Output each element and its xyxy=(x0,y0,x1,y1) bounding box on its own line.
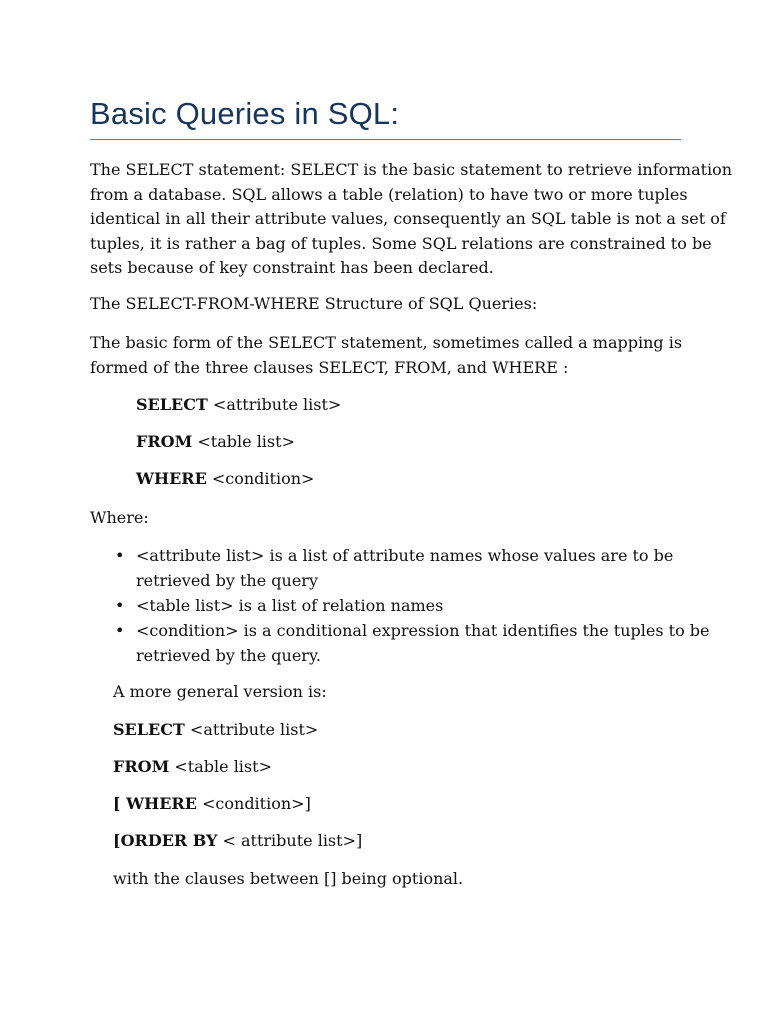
select-argument: <attribute list> xyxy=(207,395,342,414)
basic-where-clause xyxy=(136,469,314,488)
general-version-label: A more general version is: xyxy=(113,682,327,701)
where-keyword: WHERE xyxy=(126,794,197,813)
bullet-icon: • xyxy=(115,546,125,565)
title-divider xyxy=(90,139,681,140)
list-item-line: <table list> is a list of relation names xyxy=(136,596,444,615)
intro-line: from a database. SQL allows a table (relation) to have two or more tuples xyxy=(90,184,688,204)
where-argument: <condition> xyxy=(206,469,315,488)
bullet-icon: • xyxy=(115,621,125,640)
basic-form-line: formed of the three clauses SELECT, FROM, and WHERE : xyxy=(90,357,569,377)
general-select-clause xyxy=(113,720,318,739)
general-order-by-clause xyxy=(113,831,362,850)
intro-line: The SELECT statement: SELECT is the basic statement to retrieve information xyxy=(90,160,733,179)
bullet-icon: • xyxy=(115,596,125,615)
structure-heading: The SELECT-FROM-WHERE Structure of SQL Queries: xyxy=(90,294,538,313)
basic-form-line: The basic form of the SELECT statement, sometimes called a mapping is xyxy=(90,333,683,352)
intro-line: tuples, it is rather a bag of tuples. Some SQL relations are constrained to be xyxy=(90,233,712,253)
where-argument: <condition>] xyxy=(196,794,311,813)
intro-line: sets because of key constraint has been declared. xyxy=(90,258,494,277)
definition-list xyxy=(90,543,710,668)
list-item-line: retrieved by the query. xyxy=(136,646,321,665)
basic-form-paragraph xyxy=(90,331,690,380)
where-open-bracket: [ xyxy=(113,794,127,813)
list-item xyxy=(90,543,690,593)
order-open-bracket: [ xyxy=(113,831,121,850)
from-argument: <table list> xyxy=(192,432,295,451)
order-by-argument: < attribute list>] xyxy=(217,831,363,850)
closing-note: with the clauses between [] being optional. xyxy=(113,869,464,888)
basic-select-clause xyxy=(136,395,341,414)
intro-line: identical in all their attribute values, consequently an SQL table is not a set of xyxy=(90,209,726,228)
select-argument: <attribute list> xyxy=(184,720,319,739)
list-item-line: <attribute list> is a list of attribute names whose values are to be xyxy=(136,546,674,565)
select-keyword: SELECT xyxy=(113,720,185,739)
general-from-clause xyxy=(113,757,272,776)
list-item xyxy=(90,618,710,668)
where-label: Where: xyxy=(90,508,149,527)
order-by-keyword: ORDER BY xyxy=(120,831,218,850)
list-item-line: retrieved by the query xyxy=(136,571,318,590)
from-keyword: FROM xyxy=(136,432,193,451)
from-keyword: FROM xyxy=(113,757,170,776)
list-item-line: <condition> is a conditional expression that identifies the tuples to be xyxy=(136,621,710,640)
list-item xyxy=(90,593,690,618)
general-where-clause xyxy=(113,794,311,813)
where-keyword: WHERE xyxy=(136,469,207,488)
page-title: Basic Queries in SQL: xyxy=(90,96,400,131)
intro-paragraph xyxy=(90,158,733,281)
select-keyword: SELECT xyxy=(136,395,208,414)
from-argument: <table list> xyxy=(169,757,272,776)
basic-from-clause xyxy=(136,432,295,451)
